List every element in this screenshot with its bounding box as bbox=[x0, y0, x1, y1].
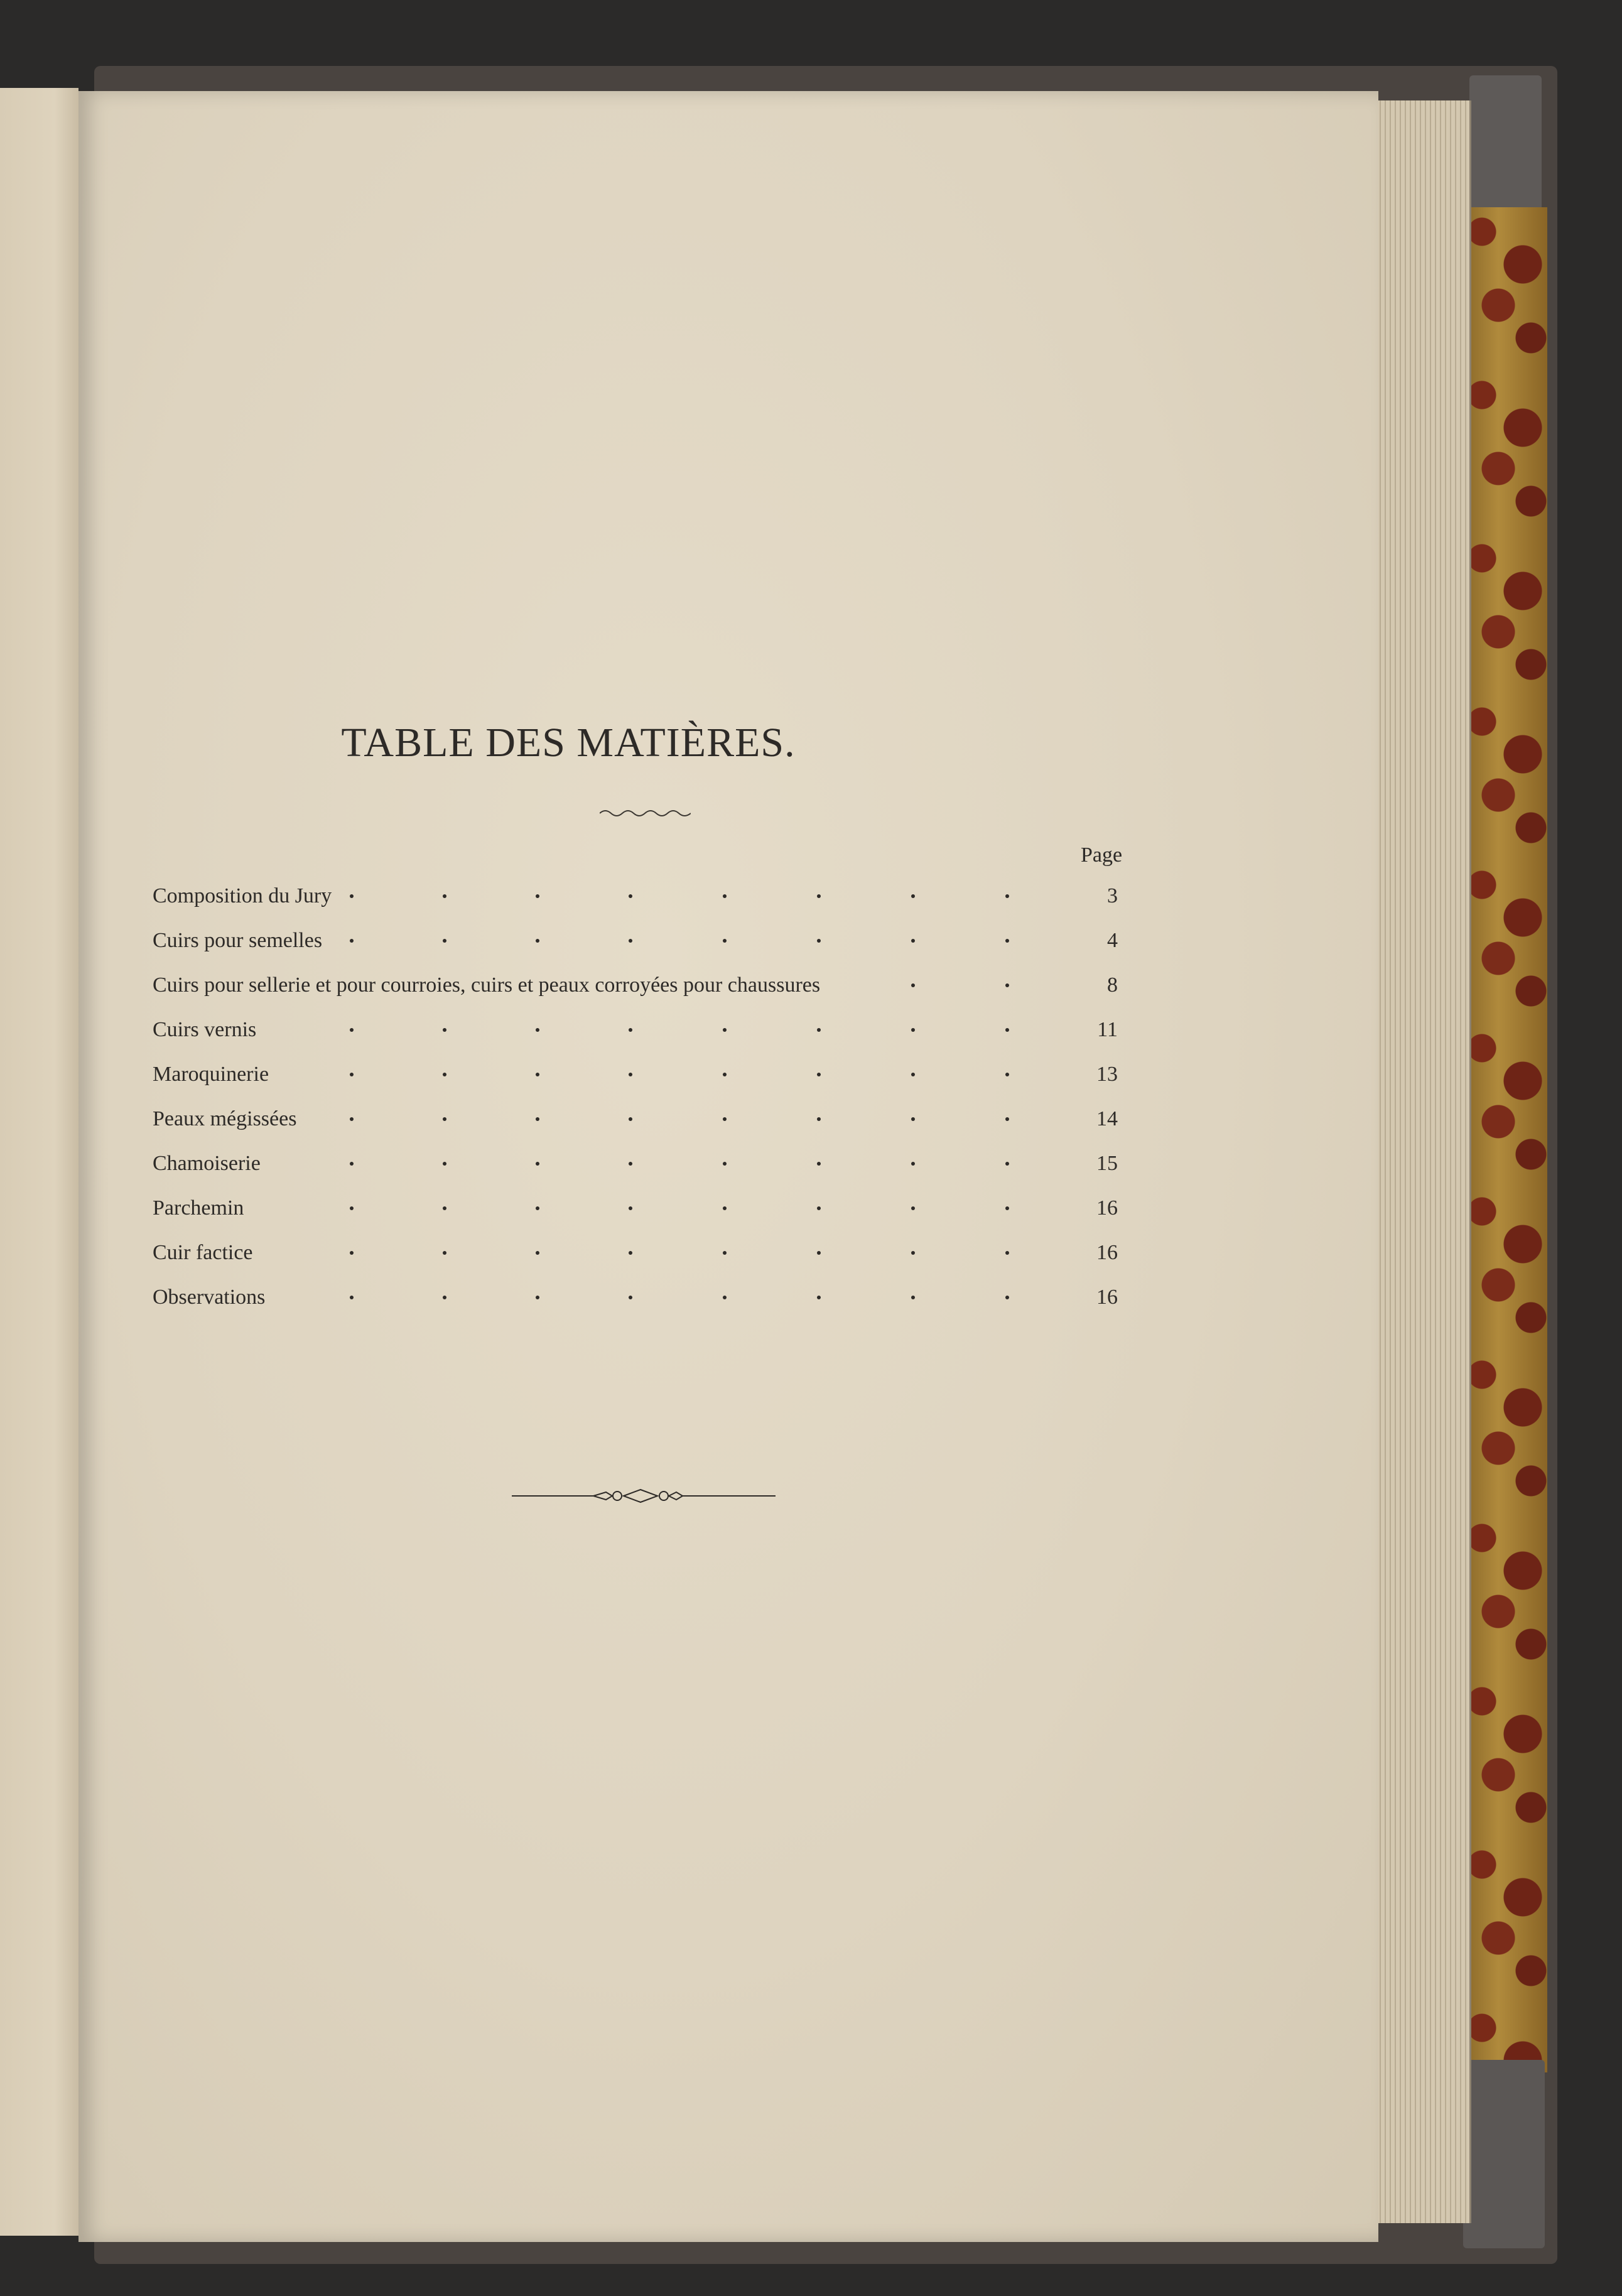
leader-dot bbox=[536, 939, 539, 943]
toc-entry-page: 3 bbox=[1107, 884, 1118, 907]
leader-dot bbox=[536, 1028, 539, 1032]
page-fore-edge bbox=[1366, 100, 1471, 2223]
leader-dot bbox=[350, 894, 354, 898]
toc-entry-page: 16 bbox=[1096, 1241, 1118, 1264]
leader-dot bbox=[629, 1296, 632, 1299]
leader-dot bbox=[723, 1251, 727, 1255]
leader-dot bbox=[350, 1251, 354, 1255]
toc-entry bbox=[78, 1063, 1146, 1094]
leader-dot bbox=[817, 894, 821, 898]
leader-dot bbox=[536, 1251, 539, 1255]
page-column-header: Page bbox=[1081, 843, 1123, 867]
leader-dot bbox=[443, 1251, 446, 1255]
leader-dot bbox=[629, 1073, 632, 1076]
leader-dot bbox=[536, 1073, 539, 1076]
leader-dot bbox=[723, 894, 727, 898]
leader-dot bbox=[1005, 1073, 1009, 1076]
leader-dot bbox=[443, 1073, 446, 1076]
leader-dot bbox=[723, 1073, 727, 1076]
leader-dot bbox=[443, 1028, 446, 1032]
leader-dot bbox=[723, 1296, 727, 1299]
toc-entry bbox=[78, 1107, 1146, 1139]
toc-entry-label: Cuirs pour semelles bbox=[153, 929, 323, 952]
leader-dot bbox=[817, 1117, 821, 1121]
leader-dot bbox=[911, 1073, 915, 1076]
leader-dot bbox=[629, 1251, 632, 1255]
leader-dot bbox=[536, 1117, 539, 1121]
leader-dot bbox=[817, 1162, 821, 1166]
toc-entry bbox=[78, 1196, 1146, 1228]
leader-dot bbox=[443, 939, 446, 943]
leader-dot bbox=[350, 1073, 354, 1076]
leader-dot bbox=[1005, 1206, 1009, 1210]
toc-entry-page: 4 bbox=[1107, 929, 1118, 952]
leader-dot bbox=[350, 1028, 354, 1032]
decorative-ornament bbox=[512, 1486, 776, 1505]
leader-dot bbox=[723, 1028, 727, 1032]
leader-dot bbox=[911, 1206, 915, 1210]
leader-dot bbox=[1005, 1117, 1009, 1121]
leader-dot bbox=[911, 939, 915, 943]
leader-dot bbox=[443, 1206, 446, 1210]
left-page-edge bbox=[0, 88, 78, 2236]
leader-dot bbox=[911, 1251, 915, 1255]
toc-entry bbox=[78, 1018, 1146, 1049]
toc-entry-label: Maroquinerie bbox=[153, 1063, 269, 1086]
toc-entry-label: Cuir factice bbox=[153, 1241, 253, 1264]
toc-entry-label: Composition du Jury bbox=[153, 884, 332, 907]
leader-dot bbox=[817, 1028, 821, 1032]
toc-entry-label: Cuirs vernis bbox=[153, 1018, 257, 1041]
leader-dot bbox=[1005, 894, 1009, 898]
leader-dot bbox=[629, 1028, 632, 1032]
leader-dot bbox=[443, 1296, 446, 1299]
toc-entry-page: 8 bbox=[1107, 973, 1118, 997]
leader-dot bbox=[723, 939, 727, 943]
leader-dot bbox=[817, 939, 821, 943]
leader-dot bbox=[629, 1117, 632, 1121]
leader-dot bbox=[350, 1117, 354, 1121]
leader-dot bbox=[350, 939, 354, 943]
toc-entry bbox=[78, 884, 1146, 916]
leader-dot bbox=[723, 1206, 727, 1210]
toc-entry bbox=[78, 973, 1146, 1005]
toc-entry-label: Peaux mégissées bbox=[153, 1107, 297, 1130]
marbled-board bbox=[1463, 207, 1547, 2072]
leader-dot bbox=[911, 894, 915, 898]
toc-entry bbox=[78, 1152, 1146, 1183]
leader-dot bbox=[350, 1206, 354, 1210]
book-page bbox=[78, 91, 1378, 2242]
leader-dot bbox=[817, 1206, 821, 1210]
leader-dot bbox=[536, 1162, 539, 1166]
toc-entry-label: Chamoiserie bbox=[153, 1152, 261, 1175]
leader-dot bbox=[629, 1162, 632, 1166]
leader-dot bbox=[1005, 1028, 1009, 1032]
toc-entry-label: Parchemin bbox=[153, 1196, 244, 1220]
wavy-rule bbox=[600, 807, 691, 820]
toc-entry-label: Observations bbox=[153, 1286, 266, 1309]
leader-dot bbox=[536, 1206, 539, 1210]
leader-dot bbox=[911, 983, 915, 987]
toc-entry-page: 13 bbox=[1096, 1063, 1118, 1086]
cover-corner-top bbox=[1469, 75, 1542, 226]
leader-dot bbox=[723, 1162, 727, 1166]
toc-entry-label: Cuirs pour sellerie et pour courroies, cuirs et peaux corroyées pour chaussures bbox=[153, 973, 821, 997]
leader-dot bbox=[911, 1296, 915, 1299]
leader-dot bbox=[629, 1206, 632, 1210]
cover-corner-bottom bbox=[1463, 2060, 1545, 2248]
leader-dot bbox=[911, 1117, 915, 1121]
leader-dot bbox=[817, 1296, 821, 1299]
page-title: TABLE DES MATIÈRES. bbox=[341, 720, 796, 766]
leader-dot bbox=[443, 894, 446, 898]
leader-dot bbox=[1005, 1251, 1009, 1255]
leader-dot bbox=[723, 1117, 727, 1121]
toc-entry bbox=[78, 1241, 1146, 1272]
leader-dot bbox=[1005, 983, 1009, 987]
leader-dot bbox=[350, 1296, 354, 1299]
leader-dot bbox=[1005, 1296, 1009, 1299]
leader-dot bbox=[1005, 1162, 1009, 1166]
toc-entry-page: 11 bbox=[1097, 1018, 1118, 1041]
toc-entry-page: 16 bbox=[1096, 1196, 1118, 1220]
leader-dot bbox=[350, 1162, 354, 1166]
toc-entry-page: 14 bbox=[1096, 1107, 1118, 1130]
leader-dot bbox=[629, 939, 632, 943]
leader-dot bbox=[536, 1296, 539, 1299]
toc-entry-page: 16 bbox=[1096, 1286, 1118, 1309]
leader-dot bbox=[911, 1162, 915, 1166]
leader-dot bbox=[817, 1073, 821, 1076]
toc-entry bbox=[78, 1286, 1146, 1317]
leader-dot bbox=[443, 1117, 446, 1121]
toc-entry bbox=[78, 929, 1146, 960]
leader-dot bbox=[629, 894, 632, 898]
leader-dot bbox=[817, 1251, 821, 1255]
toc-entry-page: 15 bbox=[1096, 1152, 1118, 1175]
leader-dot bbox=[1005, 939, 1009, 943]
leader-dot bbox=[911, 1028, 915, 1032]
leader-dot bbox=[536, 894, 539, 898]
leader-dot bbox=[443, 1162, 446, 1166]
